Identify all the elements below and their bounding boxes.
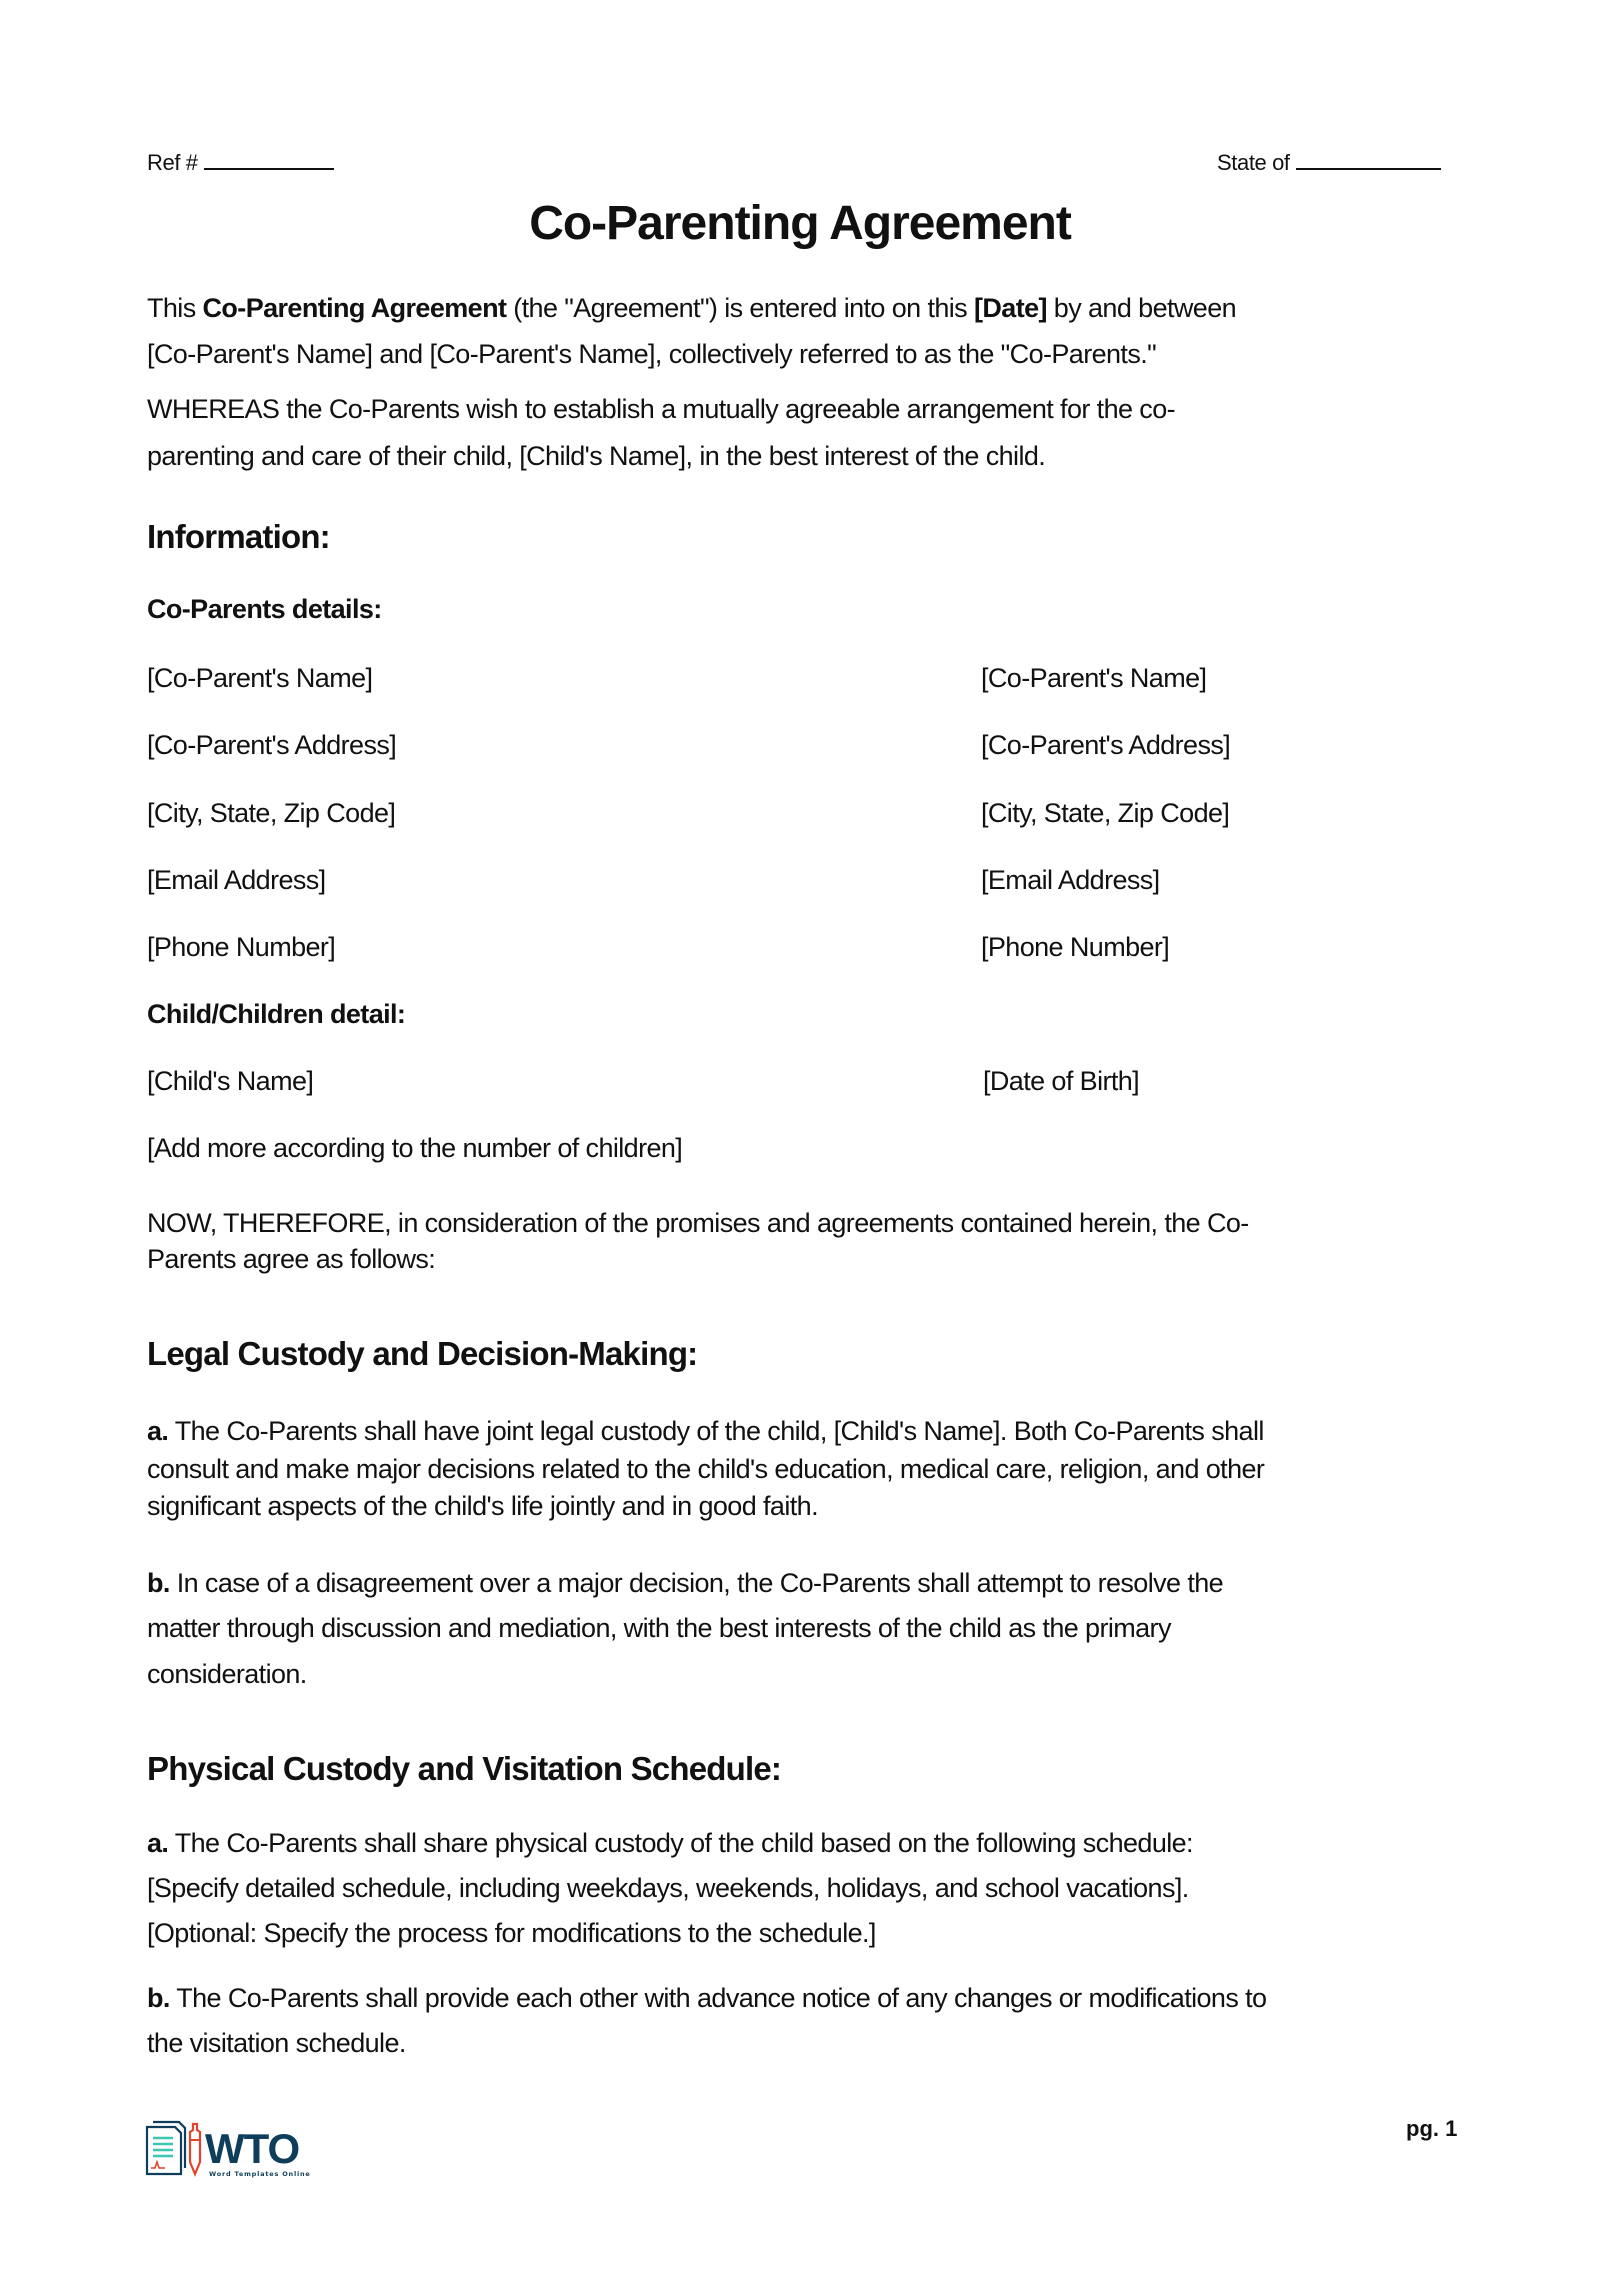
physical-custody-clause-a-line-2: [Specify detailed schedule, including weekdays, weekends, holidays, and school vacations]. (147, 1873, 1189, 1903)
child-date-of-birth: [Date of Birth] (983, 1066, 1140, 1096)
child-name: [Child's Name] (147, 1066, 314, 1096)
intro-bold-date: [Date] (973, 293, 1047, 323)
physical-custody-clause-b-line-2: the visitation schedule. (147, 2028, 406, 2058)
coparents-details-heading: Co-Parents details: (147, 594, 382, 624)
physical-custody-clause-a-line-3: [Optional: Specify the process for modifications to the schedule.] (147, 1918, 876, 1948)
clause-label: a. (147, 1416, 169, 1446)
coparent1-email: [Email Address] (147, 865, 326, 895)
state-blank-line (1296, 167, 1441, 170)
coparent2-email: [Email Address] (981, 865, 1160, 895)
ref-label: Ref # (147, 150, 198, 175)
now-therefore-line-1: NOW, THEREFORE, in consideration of the promises and agreements contained herein, the Co- (147, 1208, 1249, 1238)
clause-text: The Co-Parents shall have joint legal custody of the child, [Child's Name]. Both Co-Parents shall (168, 1416, 1264, 1446)
ref-number-field (147, 150, 334, 176)
page-title: Co-Parenting Agreement (529, 197, 1071, 250)
now-therefore-line-2: Parents agree as follows: (147, 1244, 436, 1274)
intro-text: This (147, 293, 203, 323)
coparent1-city-state-zip: [City, State, Zip Code] (147, 798, 396, 828)
coparent1-address: [Co-Parent's Address] (147, 730, 397, 760)
legal-custody-clause-a-line-2: consult and make major decisions related to the child's education, medical care, religion, and other (147, 1454, 1265, 1484)
state-of-field (1217, 150, 1441, 176)
clause-label: b. (147, 1568, 170, 1598)
intro-text: (the "Agreement") is entered into on this (506, 293, 974, 323)
legal-custody-clause-b-line-2: matter through discussion and mediation, with the best interests of the child as the primary (147, 1613, 1171, 1643)
clause-text: The Co-Parents shall share physical custody of the child based on the following schedule: (168, 1828, 1193, 1858)
legal-custody-clause-a-line-3: significant aspects of the child's life jointly and in good faith. (147, 1491, 818, 1521)
legal-custody-clause-a-line-1 (147, 1416, 1264, 1447)
intro-text: by and between (1046, 293, 1237, 323)
legal-custody-clause-b-line-3: consideration. (147, 1659, 307, 1689)
state-label: State of (1217, 150, 1290, 175)
page-number: pg. 1 (1406, 2116, 1458, 2141)
physical-custody-clause-b-line-1 (147, 1983, 1266, 2014)
physical-custody-heading: Physical Custody and Visitation Schedule: (147, 1750, 782, 1787)
document-pen-icon (145, 2118, 325, 2182)
intro-bold-title: Co-Parenting Agreement (202, 293, 507, 323)
svg-text:WTO: WTO (205, 2125, 300, 2172)
clause-label: a. (147, 1828, 169, 1858)
clause-text: The Co-Parents shall provide each other with advance notice of any changes or modifications to (169, 1983, 1267, 2013)
intro-line-1 (147, 293, 1236, 324)
clause-label: b. (147, 1983, 170, 2013)
wto-logo (145, 2118, 325, 2182)
coparent1-phone: [Phone Number] (147, 932, 336, 962)
physical-custody-clause-a-line-1 (147, 1828, 1193, 1859)
coparent2-city-state-zip: [City, State, Zip Code] (981, 798, 1230, 828)
coparent1-name: [Co-Parent's Name] (147, 663, 373, 693)
svg-text:Word Templates Online: Word Templates Online (209, 2170, 311, 2178)
ref-blank-line (204, 167, 334, 170)
legal-custody-heading: Legal Custody and Decision-Making: (147, 1335, 698, 1372)
whereas-line-1: WHEREAS the Co-Parents wish to establish a mutually agreeable arrangement for the co- (147, 394, 1176, 424)
whereas-line-2: parenting and care of their child, [Child's Name], in the best interest of the child. (147, 441, 1046, 471)
information-heading: Information: (147, 518, 330, 555)
clause-text: In case of a disagreement over a major decision, the Co-Parents shall attempt to resolve the (169, 1568, 1224, 1598)
intro-line-2: [Co-Parent's Name] and [Co-Parent's Name], collectively referred to as the "Co-Parents." (147, 339, 1157, 369)
coparent2-phone: [Phone Number] (981, 932, 1170, 962)
children-details-heading: Child/Children detail: (147, 999, 406, 1029)
add-more-children-note: [Add more according to the number of children] (147, 1133, 683, 1163)
coparent2-address: [Co-Parent's Address] (981, 730, 1231, 760)
legal-custody-clause-b-line-1 (147, 1568, 1223, 1599)
coparent2-name: [Co-Parent's Name] (981, 663, 1207, 693)
